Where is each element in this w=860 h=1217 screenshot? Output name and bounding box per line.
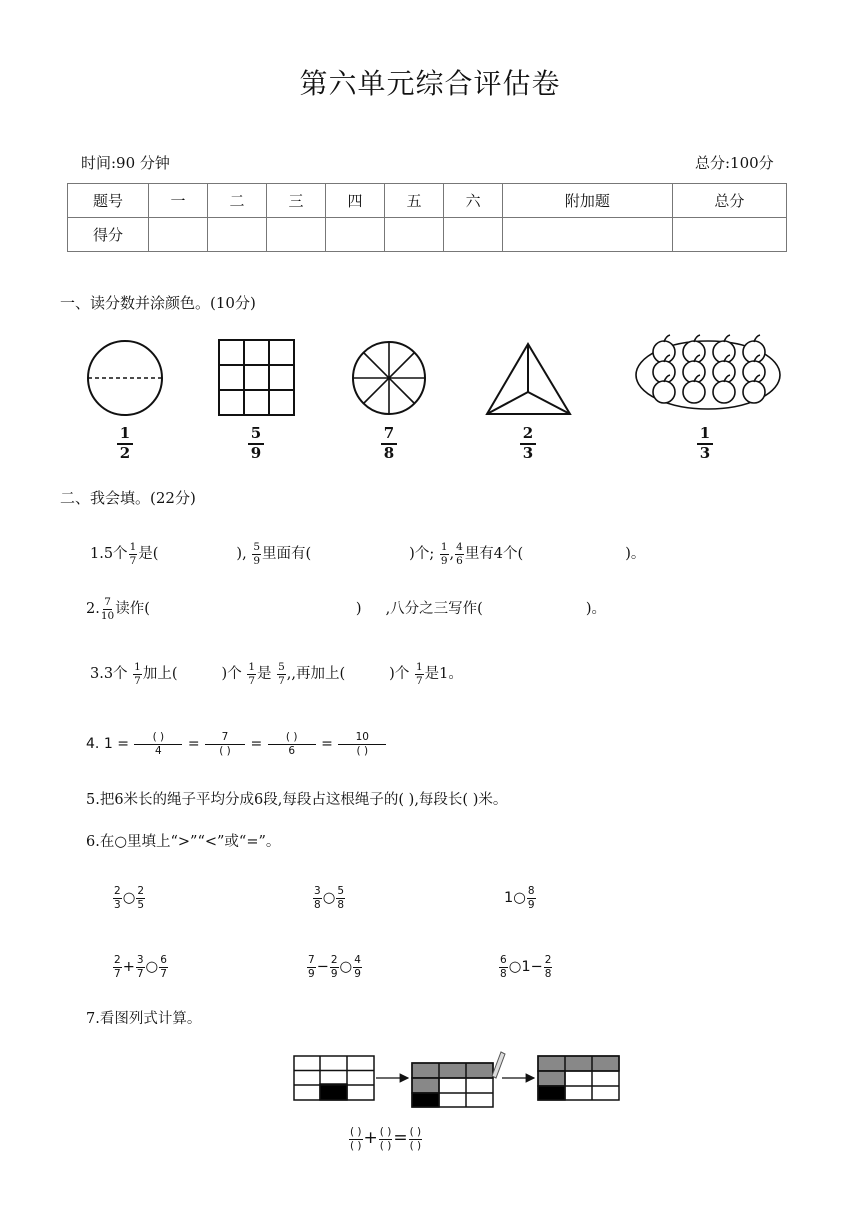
apple-icon[interactable]	[713, 341, 735, 363]
apple-icon[interactable]	[653, 341, 675, 363]
table-cell: 五	[385, 184, 444, 218]
section-2-heading: 二、我会填。(22分)	[60, 489, 196, 507]
compare-item: $\frac{2}{3}$ ○ $\frac{2}{5}$	[114, 885, 145, 911]
score-entry-cell[interactable]	[444, 218, 503, 252]
fraction-label: $\frac{5}{9}$	[241, 426, 271, 461]
grid-ninths-figure[interactable]	[219, 340, 294, 415]
total-score-label: 总分:100分	[695, 154, 774, 172]
compare-circle[interactable]: ○	[122, 890, 136, 906]
score-entry-cell[interactable]	[385, 218, 444, 252]
table-cell: 总分	[672, 184, 786, 218]
question-6: 6.在○里填上“>”“<”或“=”。	[86, 834, 281, 850]
question-5: 5.把6米长的绳子平均分成6段,每段占这根绳子的( ),每段长( )米。	[86, 792, 508, 808]
table-cell: 一	[149, 184, 208, 218]
circle-eighths-figure[interactable]	[353, 342, 425, 414]
apple-icon[interactable]	[683, 341, 705, 363]
fraction-label: $\frac{1}{2}$	[110, 426, 140, 461]
apple-icon[interactable]	[743, 341, 765, 363]
table-cell: 附加题	[503, 184, 673, 218]
section-1-figures	[0, 330, 860, 425]
fraction-blank[interactable]: $\frac{( )}{( )}$	[409, 1126, 422, 1152]
fraction-label: $\frac{1}{3}$	[690, 426, 720, 461]
fraction-blank[interactable]: $\frac{7}{( )}$	[205, 732, 245, 756]
table-cell: 题号	[68, 184, 149, 218]
compare-circle[interactable]: ○	[513, 890, 526, 906]
apples-plate-figure[interactable]	[636, 335, 780, 409]
table-cell: 三	[267, 184, 326, 218]
score-entry-cell[interactable]	[149, 218, 208, 252]
question-1: 1.5个 $\frac{1}{7}$ 是( ), $\frac{5}{9}$ 里面有( )个; $\frac{1}{9}$ , $\frac{4}{6}$ 里有4个( )。	[90, 541, 646, 567]
grid-step-1	[294, 1056, 374, 1100]
grid-step-3	[538, 1056, 619, 1100]
fraction-blank[interactable]: $\frac{( )}{( )}$	[379, 1126, 392, 1152]
circle-halves-figure[interactable]	[88, 341, 162, 415]
score-table-score-row	[68, 218, 787, 252]
question-3: 3.3个 $\frac{1}{7}$ 加上( )个 $\frac{1}{7}$ 是 $\frac{5}{7}$ ,,再加上( )个 $\frac{1}{7}$ 是1。	[90, 661, 463, 687]
score-table-header-row	[68, 184, 787, 218]
apple-icon[interactable]	[743, 361, 765, 383]
score-entry-cell[interactable]	[503, 218, 673, 252]
apple-icon[interactable]	[713, 361, 735, 383]
table-cell: 四	[326, 184, 385, 218]
section-1-heading: 一、读分数并涂颜色。(10分)	[60, 294, 256, 312]
fraction-label: $\frac{7}{8}$	[374, 426, 404, 461]
table-cell: 得分	[68, 218, 149, 252]
apple-icon[interactable]	[653, 361, 675, 383]
apple-icon[interactable]	[743, 381, 765, 403]
compare-item: $\frac{7}{9}$ − $\frac{2}{9}$ ○ $\frac{4}{9}$	[308, 954, 361, 980]
question-4: 4. 1 = $\frac{( )}{4}$ = $\frac{7}{( )}$ = $\frac{( )}{6}$ = $\frac{10}{( )}$	[86, 732, 387, 756]
q7-equation: $\frac{( )}{( )}$ + $\frac{( )}{( )}$ = $\frac{( )}{( )}$	[350, 1126, 422, 1152]
fraction-label: $\frac{2}{3}$	[513, 426, 543, 461]
question-7: 7.看图列式计算。	[86, 1011, 202, 1027]
table-cell: 二	[208, 184, 267, 218]
compare-item: $\frac{6}{8}$ ○1− $\frac{2}{8}$	[500, 954, 552, 980]
score-entry-cell[interactable]	[672, 218, 786, 252]
pencil-icon	[492, 1052, 505, 1078]
score-entry-cell[interactable]	[208, 218, 267, 252]
time-label: 时间:90 分钟	[81, 154, 170, 172]
apple-icon[interactable]	[683, 361, 705, 383]
page-title: 第六单元综合评估卷	[299, 67, 561, 100]
compare-item: $\frac{2}{7}$ + $\frac{3}{7}$ ○ $\frac{6}{7}$	[114, 954, 167, 980]
triangle-thirds-figure[interactable]	[487, 344, 570, 414]
compare-circle[interactable]: ○	[339, 959, 353, 975]
apple-icon[interactable]	[653, 381, 675, 403]
compare-circle[interactable]: ○	[322, 890, 336, 906]
compare-item: 1○ $\frac{8}{9}$	[504, 885, 535, 911]
compare-item: $\frac{3}{8}$ ○ $\frac{5}{8}$	[314, 885, 345, 911]
table-cell: 六	[444, 184, 503, 218]
fraction-blank[interactable]: $\frac{10}{( )}$	[338, 732, 386, 756]
fraction-blank[interactable]: $\frac{( )}{6}$	[268, 732, 316, 756]
q7-grid-diagram	[280, 1046, 630, 1116]
compare-circle[interactable]: ○	[508, 959, 522, 975]
question-2: 2. $\frac{7}{10}$ 读作( ) ,八分之三写作( )。	[86, 596, 606, 622]
apple-icon[interactable]	[683, 381, 705, 403]
fraction-blank[interactable]: $\frac{( )}{( )}$	[350, 1126, 362, 1152]
compare-circle[interactable]: ○	[145, 959, 159, 975]
apple-icon[interactable]	[713, 381, 735, 403]
score-entry-cell[interactable]	[267, 218, 326, 252]
score-entry-cell[interactable]	[326, 218, 385, 252]
grid-step-2	[412, 1063, 493, 1107]
score-table	[67, 183, 787, 252]
fraction-blank[interactable]: $\frac{( )}{4}$	[134, 732, 182, 756]
